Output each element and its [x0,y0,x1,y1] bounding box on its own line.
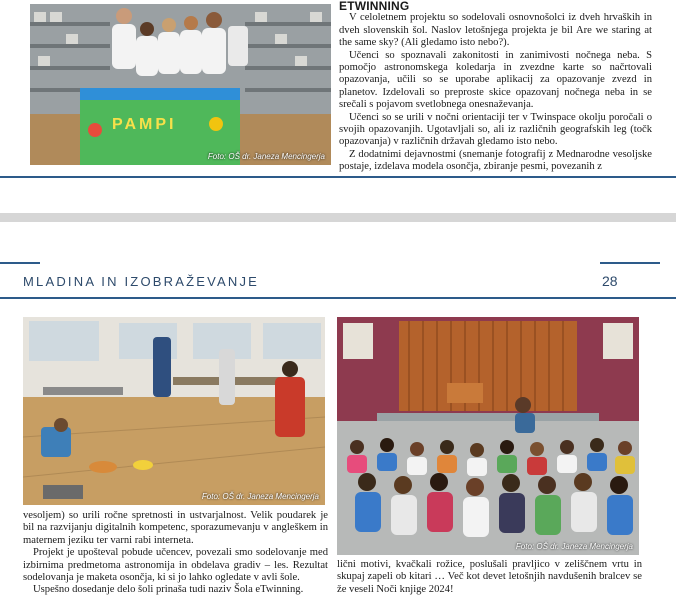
article-heading: ETWINNING [339,0,410,13]
paragraph: V celoletnem projektu so sodelovali osnovnošolci iz dveh hrvaških in dveh slovenskih šol. Naslov letošnjega projekta je bil Are we staring at the same sky? (Ali gledamo isto nebo?). [339,12,652,49]
paragraph: Učenci so se urili v nočni orientaciji ter v Twinspace okolju poročali o svojih opazovanjih. Ugotavljali so, ali iz različnih geografskih leg (točk opazovanja) v različnih državah gledamo isto nebo. [339,111,652,148]
paragraph: lični motivi, kvačkali rožice, poslušali pravljico v zeliščnem vrtu in skupaj zapeli ob kitari … Več kot devet letošnjih navdušenih bralcev se že veseli Noči knjige 2024! [337,559,642,595]
header-rule-right [600,262,660,264]
classroom-photo [23,317,325,505]
top-photo-illustration [30,4,331,165]
bottom-left-text-column [23,510,328,597]
library-illustration [337,317,639,555]
photo-credit: Foto: OŠ dr. Janeza Mencingerja [207,152,325,161]
paragraph: Učenci so spoznavali zakonitosti in zanimivosti nočnega neba. S pomočjo astronomskega koledarja in zvezdne karte so načrtovali opazovanja, učili so se uporabe aplikacij za opazovanje zvezd in planetov. Izdelovali so preproste skice opazovanj nočnega neba in se srečali s pojavom svetlobnega onesnaževanja. [339,49,652,111]
header-rule-left [0,262,40,264]
section-title: MLADINA IN IZOBRAŽEVANJE [23,274,260,289]
paragraph: Z dodatnimi dejavnostmi (snemanje fotografij z Mednarodne vesoljske postaje, izdelava modela osončja, zbiranje pesmi, povezanih z [339,148,652,173]
page-gap [0,213,676,222]
top-photo-students-stand [30,4,331,165]
stand-sign: PAMPI [112,116,177,133]
library-event-photo [337,317,639,555]
photo-credit: Foto: OŠ dr. Janeza Mencingerja [515,542,633,551]
paragraph: Uspešno dosedanje delo šoli prinaša tudi naziv Šola eTwinning. [33,584,304,596]
classroom-illustration [23,317,325,505]
paragraph: vesoljem) so urili ročne spretnosti in ustvarjalnost. Velik poudarek je bil na razvijanju digitalnih kompetenc, sporazumevanju v angleškem in maternem jeziku ter varni rabi interneta. [23,510,328,546]
top-text-column [339,0,652,174]
paragraph: Projekt je upošteval pobude učencev, povezali smo sodelovanje med izbirnima predmetoma astronomija in obdelava gradiv – les. Rezultat sodelovanja je maketa osončja, ki si jo lahko ogledate v avli šole. [23,547,328,584]
header-rule-bottom [0,297,676,299]
page-number: 28 [602,273,618,289]
bottom-right-text-column [337,559,642,596]
top-section-rule [0,176,676,178]
photo-credit: Foto: OŠ dr. Janeza Mencingerja [201,492,319,501]
